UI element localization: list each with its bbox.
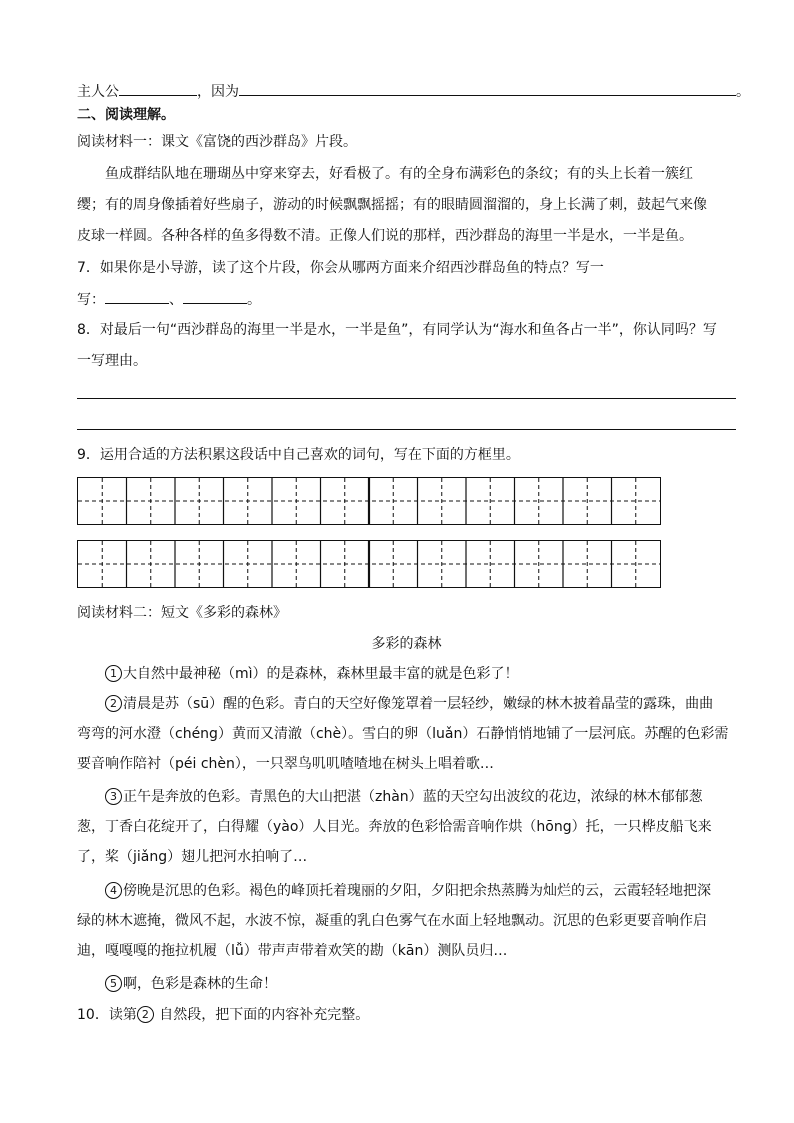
- paragraph-4-line: 4 傍晚是沉思的色彩。褐色的峰顶托着瑰丽的夕阳，夕阳把余热蒸腾为灿烂的云，云霞轻轻地把深: [77, 880, 736, 902]
- material-1-line: 鱼成群结队地在珊瑚丛中穿来穿去，好看极了。有的全身布满彩色的条纹；有的头上长着一簇红: [105, 166, 693, 182]
- paragraph-4-line: 绿的林木遮掩，微风不起，水波不惊，凝重的乳白色雾气在水面上轻地飘动。沉思的色彩更要音响作启: [77, 913, 707, 929]
- paragraph-number: 1: [105, 665, 122, 682]
- paragraph-number: 2: [137, 1006, 154, 1023]
- q10-question: 10．读第 2 自然段，把下面的内容补充完整。: [77, 1007, 370, 1023]
- material-2-title: 多彩的森林: [371, 636, 442, 652]
- q8-line-1: 8．对最后一句“西沙群岛的海里一半是水，一半是鱼”，有同学认为“海水和鱼各占一半”，你认同吗？写: [77, 322, 717, 338]
- section-2-title: 二、阅读理解。: [77, 107, 175, 123]
- paragraph-5-line: 5 啊，色彩是森林的生命！: [77, 973, 736, 995]
- material-1-line: 皮球一样圆。各种各样的鱼多得数不清。正像人们说的那样，西沙群岛的海里一半是水，一半是鱼。: [77, 228, 693, 244]
- q6-blank-protagonist[interactable]: [119, 80, 197, 96]
- grid-lines: [78, 478, 660, 524]
- q8-line-2: 一写理由。: [77, 353, 147, 369]
- paragraph-number: 4: [105, 882, 122, 899]
- paragraph-number: 5: [105, 975, 122, 992]
- paragraph-3-line: 3 正午是奔放的色彩。青黑色的大山把湛（zhàn）蓝的天空勾出波纹的花边，浓绿的林木郁郁葱: [77, 786, 736, 808]
- paragraph-2-line: 要音响作陪衬（péi chèn），一只翠鸟叽叽喳喳地在树头上唱着歌…: [77, 756, 494, 772]
- q6-line: 主人公 ，因为 。: [77, 80, 736, 102]
- writing-grid-2[interactable]: [77, 540, 661, 588]
- material-1-line: 缨；有的周身像插着好些扇子，游动的时候飘飘摇摇；有的眼睛圆溜溜的，身上长满了刺，鼓起气来像: [77, 197, 707, 213]
- q7-blank-1[interactable]: [105, 288, 169, 304]
- material-2-intro: 阅读材料二：短文《多彩的森林》: [77, 605, 287, 621]
- paragraph-3-line: 了，桨（jiǎng）翅儿把河水拍响了…: [77, 849, 308, 865]
- q8-answer-line[interactable]: [77, 429, 736, 430]
- paragraph-number: 3: [105, 788, 122, 805]
- paragraph-3-line: 葱，丁香白花绽开了，白得耀（yào）人目光。奔放的色彩恰需音响作烘（hōng）托，一只桦皮船飞来: [77, 819, 712, 835]
- paragraph-number: 2: [105, 695, 122, 712]
- q8-answer-line[interactable]: [77, 398, 736, 399]
- q6-blank-reason[interactable]: [239, 80, 736, 96]
- material-1-intro: 阅读材料一：课文《富饶的西沙群岛》片段。: [77, 134, 357, 150]
- paragraph-2-line: 弯弯的河水澄（chéng）黄而又清澈（chè）。雪白的卵（luǎn）石静悄悄地铺了一层河底。苏醒的色彩需: [77, 726, 729, 742]
- paragraph-2-line: 2 清晨是苏（sū）醒的色彩。青白的天空好像笼罩着一层轻纱，嫩绿的林木披着晶莹的露珠，曲曲: [77, 693, 736, 715]
- paragraph-4-line: 迪，嘎嘎嘎的拖拉机履（lǚ）带声声带着欢笑的勘（kān）测队员归…: [77, 943, 508, 959]
- grid-lines: [78, 541, 660, 587]
- paragraph-1-line: 1 大自然中最神秘（mì）的是森林，森林里最丰富的就是色彩了！: [77, 663, 736, 685]
- q9-question: 9．运用合适的方法积累这段话中自己喜欢的词句，写在下面的方框里。: [77, 447, 520, 463]
- q7-blank-2[interactable]: [183, 288, 247, 304]
- q7-line-1: 7．如果你是小导游，读了这个片段，你会从哪两方面来介绍西沙群岛鱼的特点？写一: [77, 260, 604, 276]
- q7-line-2: 写： 、 。: [77, 288, 736, 310]
- writing-grid-1[interactable]: [77, 477, 661, 525]
